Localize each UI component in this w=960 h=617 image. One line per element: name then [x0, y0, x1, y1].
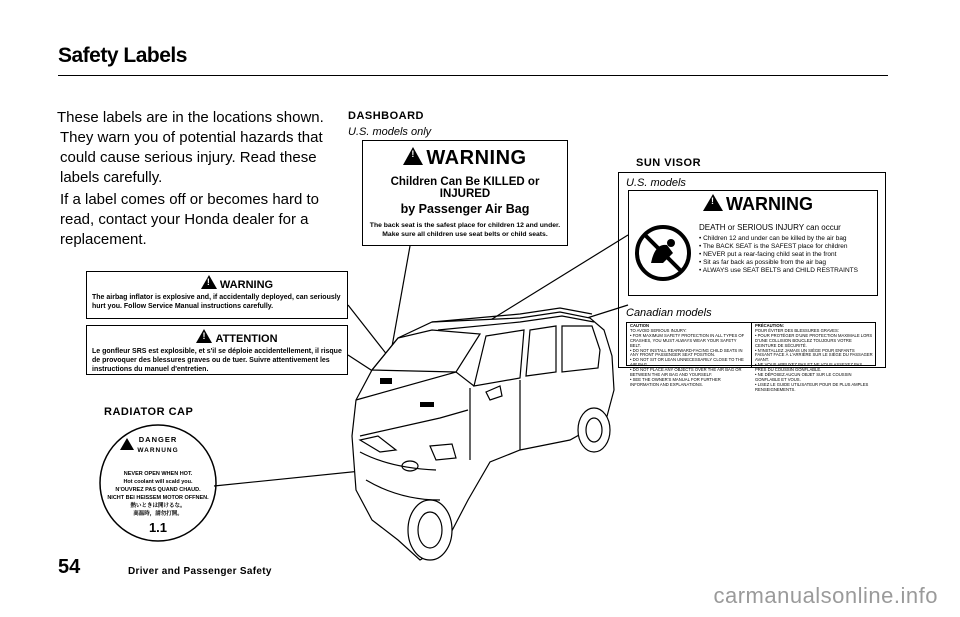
caution-line: • SEE THE OWNER'S MANUAL FOR FURTHER INFORMATION AND EXPLANATIONS.: [630, 376, 721, 387]
precaution-line: • NE VOUS APPUYEZ PAS ET NE VOUS ASSEYEZ PAS PRÈS DU COUSSIN GONFLABLE.: [755, 362, 863, 373]
hood-attention-title: ATTENTION: [215, 333, 278, 345]
caution-line: • DO NOT INSTALL REARWARD-FACING CHILD SEATS IN ANY FRONT PASSENGER SEAT POSITION.: [630, 347, 743, 358]
caution-line: • DO NOT SIT OR LEAN UNNECESSARILY CLOSE TO THE AIR BAG.: [630, 357, 744, 368]
hood-warning-title: WARNING: [219, 279, 274, 291]
radiator-line: 熱いときは開けるな。: [130, 503, 186, 509]
precaution-line: • POUR PROTÉGER D'UNE PROTECTION MAXIMALE LORS D'UNE COLLISION BOUCLEZ TOUJOURS VOTRE CEINTURE DE SÉCURITÉ.: [755, 332, 873, 348]
radiator-line: N'OUVREZ PAS QUAND CHAUD.: [115, 487, 201, 493]
hood-attention-text: Le gonfleur SRS est explosible, et s'il se déploie accidentellement, il risque de provoquer des blessures graves ou de tuer. Suivre attentivement les instructions du manuel d'entretien.: [92, 348, 342, 373]
intro-paragraph-2: If a label comes off or becomes hard to read, contact your Honda dealer for a replacement.: [60, 191, 320, 248]
sun-visor-heading: SUN VISOR: [636, 157, 702, 169]
sun-visor-bullet: • Children 12 and under can be killed by the air bag: [699, 235, 847, 242]
sun-visor-warning-title: WARNING: [726, 194, 813, 214]
watermark: carmanualsonline.info: [713, 583, 938, 608]
radiator-line: Hot coolant will scald you.: [123, 479, 193, 485]
radiator-heading: RADIATOR CAP: [104, 406, 194, 418]
caution-line: • FOR MAXIMUM SAFETY PROTECTION IN ALL TYPES OF CRASHES, YOU MUST ALWAYS WEAR YOUR SAFETY BELT.: [630, 332, 745, 348]
precaution-line: • N'INSTALLEZ JAMAIS UN SIÈGE POUR ENFANTS FAISANT FACE À L'ARRIÈRE SUR LE SIÈGE DU PASSAGER AVANT.: [755, 347, 873, 363]
radiator-warnung: WARNUNG: [137, 447, 179, 454]
dashboard-heading: DASHBOARD: [348, 110, 424, 122]
caution-line: • DO NOT PLACE ANY OBJECTS OVER THE AIR BAG OR BETWEEN THE AIR BAG AND YOURSELF.: [630, 367, 742, 378]
radiator-line: NEVER OPEN WHEN HOT.: [123, 471, 193, 477]
dashboard-line-4: Make sure all children use seat belts or child seats.: [382, 231, 548, 238]
sun-visor-bullet: • ALWAYS use SEAT BELTS and CHILD RESTRAINTS: [699, 267, 858, 274]
dashboard-line-1: Children Can Be KILLED or INJURED: [390, 176, 540, 200]
dashboard-warning-title: WARNING: [426, 147, 527, 169]
precaution-title: PRÉCAUTION:: [755, 323, 785, 328]
sun-visor-bullet: • NEVER put a rear-facing child seat in the front: [699, 251, 837, 258]
dashboard-subheading: U.S. models only: [348, 126, 432, 138]
intro-paragraph-1: These labels are in the locations shown. They warn you of potential hazards that could cause serious injury. Read these labels carefully.: [57, 109, 324, 186]
radiator-line: 高温時，請勿打開。: [133, 511, 183, 517]
radiator-line: NICHT BEI HEISSEM MOTOR OFFNEN.: [107, 495, 209, 501]
radiator-pressure: 1.1: [148, 520, 168, 535]
sun-visor-us-label: U.S. models: [626, 177, 686, 189]
precaution-line: • LISEZ LE GUIDE UTILISATEUR POUR DE PLUS AMPLES RENSEIGNEMENTS.: [755, 381, 869, 392]
sun-visor-bullet: • Sit as far back as possible from the air bag: [699, 259, 826, 266]
sun-visor-main-line: DEATH or SERIOUS INJURY can occur: [699, 223, 841, 232]
section-title: Driver and Passenger Safety: [128, 566, 272, 577]
precaution-line: POUR ÉVITER DES BLESSURES GRAVES:: [755, 327, 839, 333]
caution-title: CAUTION: [630, 323, 650, 328]
dashboard-line-2: by Passenger Air Bag: [400, 202, 530, 216]
radiator-danger: DANGER: [138, 435, 178, 444]
dashboard-line-3: The back seat is the safest place for children 12 and under.: [369, 222, 561, 229]
sun-visor-bullet: • The BACK SEAT is the SAFEST place for children: [699, 243, 848, 250]
precaution-line: • NE DÉPOSEZ AUCUN OBJET SUR LE COUSSIN GONFLABLE ET VOUS.: [755, 372, 852, 382]
hood-warning-text: The airbag inflator is explosive and, if accidentally deployed, can seriously hurt you. Follow Service Manual instructions carefully.: [92, 294, 341, 310]
page-number: 54: [58, 556, 81, 578]
caution-line: TO AVOID SERIOUS INJURY:: [630, 327, 687, 333]
page-title: Safety Labels: [58, 44, 187, 67]
sun-visor-canadian-label: Canadian models: [626, 307, 712, 319]
